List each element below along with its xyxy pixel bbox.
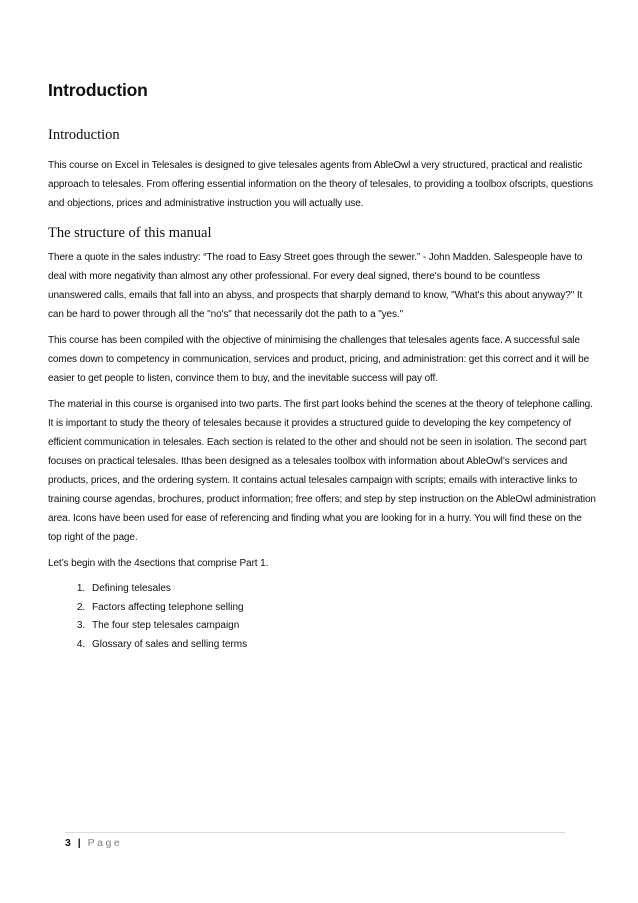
paragraph-objective: This course has been compiled with the objective of minimising the challenges that telesales agents face. A successful sale comes down to competency in communication, services and product, pricing, and administration: get this correct and it will be easier to get people to listen, convince them to buy, and the inevitable success will pay off. [48,335,590,384]
main-heading: Introduction [48,80,148,100]
page-footer [65,832,565,849]
paragraph-quote: There a quote in the sales industry: “The road to Easy Street goes through the sewer.” - John Madden. Salespeople have to deal with more negativity than almost any other professional. For every deal signed, there's bound to be countless unanswered calls, emails that fall into an abyss, and prospects that sharply demand to know, "What's this about anyway?" It can be hard to power through all the "no's" that necessarily dot the path to a "yes." [48,252,583,320]
page-label: Page [87,837,123,849]
sections-list [48,580,596,654]
page-number: 3 [65,837,71,849]
list-item: 1. Defining telesales [88,580,596,599]
list-item: 2. Factors affecting telephone selling [88,599,596,618]
sub-heading: Introduction [48,127,120,143]
intro-paragraph: This course on Excel in Telesales is designed to give telesales agents from AbleOwl a very structured, practical and realistic approach to telesales. From offering essential information on the theory of telesales, to providing a toolbox ofscripts, questions and objections, prices and administrative instruction you will actually use. [48,160,593,209]
paragraph-begin: Let’s begin with the 4sections that comprise Part 1. [48,558,269,569]
page-content [48,80,596,654]
list-item: 4. Glossary of sales and selling terms [88,636,596,655]
paragraph-material: The material in this course is organised into two parts. The first part looks behind the scenes at the theory of telephone calling. It is important to study the theory of telesales because it provides a structured guide to developing the key competency of efficient communication in telesales. Each section is related to the other and should not be seen in isolation. The second part focuses on practical telesales. Ithas been designed as a telesales toolbox with information about AbleOwl’s services and products, prices, and the ordering system. It contains actual telesales campaign with scripts; emails with interactive links to training course agendas, brochures, product information; free offers; and step by step instruction on the AbleOwl administration area. Icons have been used for ease of referencing and finding what you are looking for in a hurry. You will find these on the top right of the page. [48,399,596,543]
footer-separator: | [77,837,81,849]
section-heading: The structure of this manual [48,225,212,241]
list-item: 3. The four step telesales campaign [88,617,596,636]
